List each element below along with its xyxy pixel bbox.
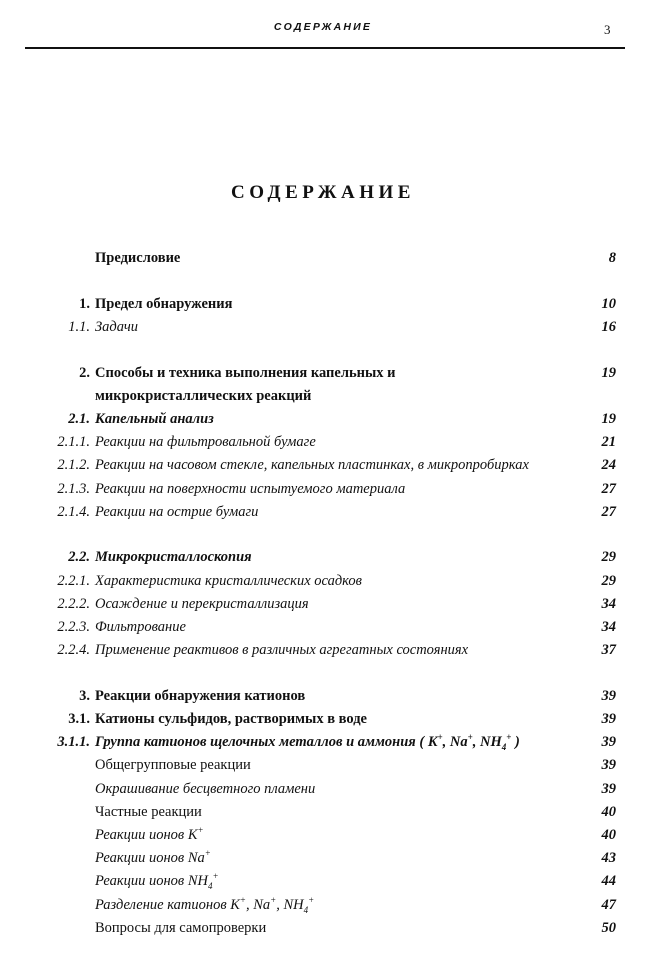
toc-entry-title <box>95 848 211 868</box>
toc-entry-number: 2.1. <box>68 410 90 427</box>
toc-entry[interactable] <box>0 709 646 732</box>
title-text: , NH <box>276 896 304 913</box>
title-text: Окрашивание бесцветного пламени <box>95 780 316 797</box>
superscript: + <box>506 732 512 743</box>
toc-entry-number: 3. <box>79 687 90 704</box>
title-text: Реакции ионов NH <box>95 873 208 890</box>
superscript: + <box>197 825 204 836</box>
superscript: + <box>467 732 473 743</box>
superscript: + <box>437 732 443 743</box>
title-text: Реакции ионов Na <box>95 850 205 867</box>
toc-entry-page: 39 <box>601 711 616 727</box>
toc-entry-title <box>95 895 314 915</box>
title-text: Предел обнаружения <box>95 295 233 312</box>
toc-entry-page: 39 <box>601 780 616 797</box>
table-of-contents <box>0 248 646 963</box>
toc-entry-title <box>95 571 362 591</box>
toc-entry[interactable] <box>0 547 646 570</box>
subscript: 4 <box>501 742 507 753</box>
toc-entry[interactable] <box>0 248 646 271</box>
superscript: + <box>270 894 277 905</box>
toc-entry-page: 27 <box>601 480 616 497</box>
subscript: 4 <box>208 881 213 892</box>
toc-entry-title <box>95 594 309 614</box>
toc-entry-title <box>95 479 405 499</box>
toc-entry-page: 34 <box>601 595 616 612</box>
toc-entry[interactable] <box>0 502 646 525</box>
toc-entry-page: 44 <box>601 873 616 890</box>
toc-entry-page: 39 <box>601 757 616 774</box>
toc-entry-title <box>95 617 186 637</box>
toc-entry-title <box>95 455 529 475</box>
toc-section <box>0 248 646 271</box>
toc-entry-page: 39 <box>601 687 616 704</box>
toc-entry-page: 40 <box>601 826 616 843</box>
toc-entry-title <box>95 779 315 799</box>
toc-entry-title <box>95 825 204 845</box>
toc-entry[interactable] <box>0 779 646 802</box>
toc-entry-number: 3.1. <box>68 711 90 727</box>
toc-section <box>0 547 646 663</box>
title-text: Катионы сульфидов, растворимых в воде <box>95 711 367 727</box>
title-text: Группа катионов щелочных металлов и аммония ( K <box>95 734 438 751</box>
toc-entry-title <box>95 686 305 706</box>
toc-entry[interactable] <box>0 479 646 502</box>
subscript: 4 <box>303 904 309 915</box>
toc-entry[interactable] <box>0 895 646 918</box>
toc-entry[interactable] <box>0 409 646 432</box>
toc-entry-page: 47 <box>601 896 616 913</box>
title-text: микрокристаллических реакций <box>95 387 312 404</box>
toc-entry[interactable] <box>0 317 646 340</box>
header-rule <box>25 47 625 49</box>
toc-entry-page: 34 <box>601 618 616 635</box>
toc-entry-number: 2. <box>79 364 90 381</box>
toc-entry-page: 43 <box>601 850 616 867</box>
toc-entry-number: 2.2.3. <box>57 618 90 635</box>
toc-entry-number: 3.1.1. <box>57 734 90 751</box>
toc-entry[interactable] <box>0 294 646 317</box>
toc-entry-title <box>95 432 316 452</box>
title-text: Вопросы для самопроверки <box>95 919 267 936</box>
toc-entry[interactable] <box>0 363 646 386</box>
running-head: СОДЕРЖАНИЕ <box>273 21 373 33</box>
toc-entry-number: 1. <box>79 295 90 312</box>
toc-entry-number: 1.1. <box>68 318 90 335</box>
toc-entry-page: 39 <box>601 734 616 751</box>
toc-entry-page: 50 <box>601 919 616 936</box>
toc-entry[interactable] <box>0 455 646 478</box>
toc-entry[interactable] <box>0 617 646 640</box>
toc-entry-title <box>95 409 214 429</box>
superscript: + <box>212 871 219 882</box>
toc-entry[interactable] <box>0 802 646 825</box>
toc-entry-title <box>95 502 258 522</box>
toc-entry-title <box>95 709 367 729</box>
toc-entry-page: 8 <box>608 250 616 266</box>
toc-entry-page: 37 <box>601 642 616 659</box>
superscript: + <box>239 894 246 905</box>
toc-entry[interactable] <box>0 386 646 409</box>
title-text: Капельный анализ <box>95 410 214 427</box>
toc-entry-title <box>95 918 266 938</box>
toc-entry[interactable] <box>0 594 646 617</box>
toc-entry-title <box>95 248 180 268</box>
toc-entry-number: 2.2.2. <box>57 595 90 612</box>
toc-entry[interactable] <box>0 732 646 755</box>
toc-entry-title <box>95 317 138 337</box>
toc-entry-number: 2.2.4. <box>57 642 90 659</box>
title-text: Разделение катионов K <box>95 896 240 913</box>
title-text: Фильтрование <box>95 618 186 635</box>
title-text: , NH <box>472 734 502 751</box>
toc-entry-page: 16 <box>601 318 616 335</box>
toc-entry-number: 2.1.4. <box>57 503 90 520</box>
toc-entry[interactable] <box>0 848 646 871</box>
toc-entry-page: 40 <box>601 803 616 820</box>
toc-entry[interactable] <box>0 640 646 663</box>
toc-section <box>0 294 646 340</box>
toc-entry-page: 24 <box>601 457 616 474</box>
toc-entry[interactable] <box>0 432 646 455</box>
title-text: Осаждение и перекристаллизация <box>95 595 309 612</box>
toc-entry-page: 19 <box>601 364 616 381</box>
toc-entry[interactable] <box>0 825 646 848</box>
title-text: , Na <box>246 896 271 913</box>
superscript: + <box>308 894 315 905</box>
toc-entry-page: 29 <box>601 549 616 566</box>
toc-entry-title <box>95 640 468 660</box>
title-text: Реакции ионов K <box>95 826 198 843</box>
toc-entry-number: 2.1.2. <box>57 457 90 474</box>
toc-entry[interactable] <box>0 686 646 709</box>
toc-entry[interactable] <box>0 918 646 941</box>
toc-entry-title <box>95 386 311 406</box>
page-title: СОДЕРЖАНИЕ <box>231 182 415 203</box>
toc-entry-title <box>95 294 232 314</box>
title-text: Реакции обнаружения катионов <box>95 687 306 704</box>
title-text: , Na <box>442 734 468 751</box>
toc-section <box>0 686 646 941</box>
toc-entry-title <box>95 802 202 822</box>
title-text: Реакции на острие бумаги <box>95 503 259 520</box>
toc-entry-title <box>95 871 219 891</box>
toc-entry-title <box>95 547 252 567</box>
toc-entry[interactable] <box>0 871 646 894</box>
title-text: Применение реактивов в различных агрегатных состояниях <box>95 642 469 659</box>
title-text: Предисловие <box>95 250 181 266</box>
title-text: Общегрупповые реакции <box>95 757 251 774</box>
title-text: Реакции на фильтровальной бумаге <box>95 434 316 451</box>
toc-entry-page: 27 <box>601 503 616 520</box>
toc-entry-page: 29 <box>601 572 616 589</box>
title-text: Задачи <box>95 318 138 335</box>
toc-entry-title <box>95 732 520 752</box>
toc-entry-number: 2.2.1. <box>57 572 90 589</box>
page-number: 3 <box>604 22 611 37</box>
title-text: Частные реакции <box>95 803 202 820</box>
title-text: Микрокристаллоскопия <box>95 549 252 566</box>
superscript: + <box>204 848 211 859</box>
title-text: ) <box>511 734 520 751</box>
toc-entry-title <box>95 755 251 775</box>
toc-section <box>0 363 646 525</box>
title-text: Реакции на часовом стекле, капельных пластинках, в микропробирках <box>95 457 529 474</box>
toc-entry[interactable] <box>0 755 646 778</box>
title-text: Способы и техника выполнения капельных и <box>95 364 396 381</box>
toc-entry-page: 19 <box>601 410 616 427</box>
toc-entry-page: 10 <box>601 295 616 312</box>
toc-entry[interactable] <box>0 571 646 594</box>
toc-entry-page: 21 <box>601 434 616 451</box>
title-text: Реакции на поверхности испытуемого материала <box>95 480 406 497</box>
title-text: Характеристика кристаллических осадков <box>95 572 362 589</box>
toc-entry-number: 2.1.1. <box>57 434 90 451</box>
toc-entry-title <box>95 363 396 383</box>
toc-entry-number: 2.1.3. <box>57 480 90 497</box>
toc-entry-number: 2.2. <box>68 549 90 566</box>
